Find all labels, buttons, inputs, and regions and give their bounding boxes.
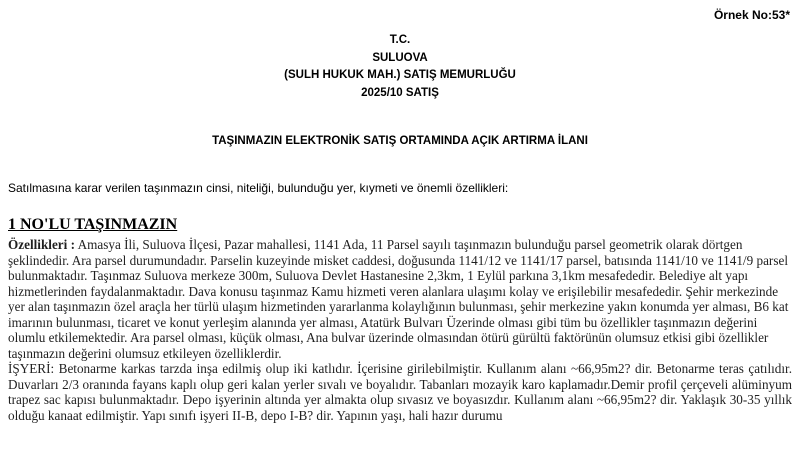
document-header [0,32,800,102]
property-description [8,237,792,423]
header-office: (SULH HUKUK MAH.) SATIŞ MEMURLUĞU [284,69,516,81]
features-label: Özellikleri : [8,237,76,252]
features-paragraph [8,237,792,361]
section-title: 1 NO'LU TAŞINMAZIN [8,216,178,233]
isyeri-paragraph: İŞYERİ: Betonarme karkas tarzda inşa edilmiş olup iki katlıdır. İçerisine girilebilmiştir. Kullanım alanı ~66,95m2? dir. Betonarme teras çatılıdır. Duvarları 2/3 oranında fayans kaplı olup geri kalan yerler sıvalı ve boyalıdır. Tabanları mozayik karo kaplamadır.Demir profil çerçeveli alüminyum trapez sac kapısı bulunmaktadır. Depo işyerinin altında yer almakta olup sıvasız ve boyasızdır. Kullanım alanı ~66,95m2? dir. Yaklaşık 30-35 yıllık olduğu kanaat edilmiştir. Yapı sınıfı işyeri II-B, depo I-B? dir. Yapının yaşı, hali hazır durumu [8,361,792,423]
header-case-number: 2025/10 SATIŞ [361,86,439,99]
header-district: SULUOVA [372,51,428,64]
intro-text: Satılmasına karar verilen taşınmazın cinsi, niteliği, bulunduğu yer, kıymeti ve önemli özellikleri: [8,181,509,195]
example-number-label: Örnek No:53* [713,8,790,22]
features-text: Amasya İli, Suluova İlçesi, Pazar mahallesi, 1141 Ada, 11 Parsel sayılı taşınmazın bulunduğu parsel geometrik olarak dörtgen şeklindedir. Ara parsel durumundadır. Parselin kuzeyinde misket caddesi, doğusunda 1141/12 ve 1141/17 parsel, batısında 1141/10 ve 1141/9 parsel bulunmaktadır. Taşınmaz Suluova merkeze 300m, Suluova Devlet Hastanesine 2,3km, 1 Eylül parkına 3,1km mesafededir. Belediye alt yapı hizmetlerinden faydalanmaktadır. Dava konusu taşınmaz Kamu hizmeti veren alanlara ulaşımı kolay ve erişilebilir mesafededir. Şehir merkezinde yer alan taşınmazın özel araçla her türlü ulaşım hizmetinden yararlanma kolaylığının bulunması, şehir merkezine yakın konumda yer alması, B6 kat imarının bulunması, ticaret ve konut yerleşim alanında yer alması, Atatürk Bulvarı Üzerinde olması gibi tüm bu özellikler taşınmazın değerini olumlu etkilemektedir. Ara parsel olması, küçük olması, Ana bulvar üzerinde olmasından ötürü gürültü faktörünün olumsuz etkisi gibi özellikler taşınmazın değerini olumsuz etkileyen özelliklerdir. [8,237,789,361]
announcement-title: TAŞINMAZIN ELEKTRONİK SATIŞ ORTAMINDA AÇIK ARTIRMA İLANI [212,135,588,147]
header-tc: T.C. [389,34,411,46]
